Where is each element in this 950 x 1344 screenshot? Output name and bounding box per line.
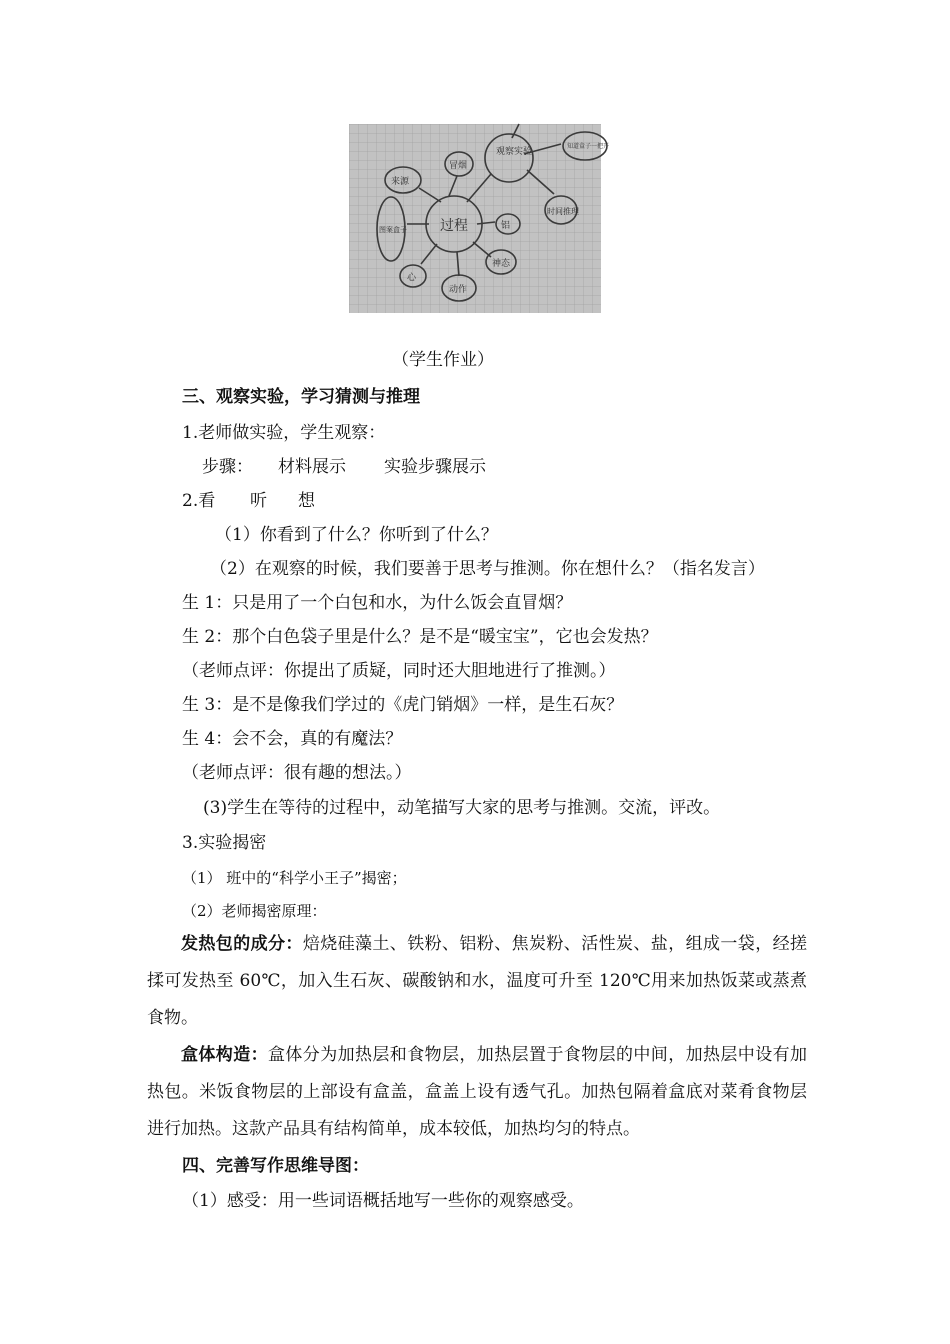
photo-label-n3: 图案盒子	[379, 226, 407, 234]
section-3-heading: 三、观察实验，学习猜测与推理	[182, 387, 420, 407]
section-4-heading: 四、完善写作思维导图：	[182, 1156, 369, 1176]
question-1: （1）你看到了什么？你听到了什么？	[215, 525, 498, 545]
heat-pack-label: 发热包的成分：	[181, 934, 303, 954]
heat-pack-text: 焙烧硅藻土、铁粉、铝粉、焦炭粉、活性炭、盐，组成一袋，经搓揉可发热至 60℃，加入生石灰、碳酸钠和水，温度可升至 120℃用来加热饭菜或蒸煮食物。	[147, 934, 808, 1028]
item-2-think: 想	[298, 491, 315, 511]
mind-map-sketch	[349, 124, 610, 313]
student-1: 生 1：只是用了一个白包和水，为什么饭会直冒烟？	[182, 593, 573, 613]
box-structure-text: 盒体分为加热层和食物层，加热层置于食物层的中间，加热层中设有加热包。米饭食物层的上部设有盒盖，盒盖上设有透气孔。加热包隔着盒底对菜肴食物层进行加热。这款产品具有结构简单，成本较低，加热均匀的特点。	[147, 1045, 807, 1139]
box-structure-paragraph	[147, 1037, 807, 1148]
item-2-listen: 听	[250, 491, 267, 511]
question-3: (3)学生在等待的过程中，动笔描写大家的思考与推测。交流，评改。	[203, 798, 721, 818]
teacher-comment-2: （老师点评：很有趣的想法。）	[182, 763, 412, 783]
photo-label-center: 过程	[440, 218, 468, 234]
item-2-look: 2.看	[182, 491, 216, 511]
box-structure-label: 盒体构造：	[181, 1045, 268, 1065]
student-4: 生 4：会不会，真的有魔法？	[182, 729, 403, 749]
photo-label-n5: 神态	[492, 259, 511, 269]
photo-label-n4: 动作	[449, 285, 468, 295]
reveal-1: （1） 班中的“科学小王子”揭密；	[182, 869, 407, 887]
steps-materials: 材料展示	[278, 457, 346, 477]
photo-label-observe: 观察实验	[496, 147, 533, 157]
photo-label-n6: 铝	[501, 221, 511, 231]
item-1: 1.老师做实验，学生观察：	[182, 423, 386, 443]
photo-label-n8: 知道盒子一把开	[567, 143, 610, 150]
photo-label-n9: 心	[407, 273, 417, 283]
steps-procedure: 实验步骤展示	[384, 457, 486, 477]
photo-label-n7: 时间推理	[547, 207, 579, 216]
item-3: 3.实验揭密	[182, 833, 267, 853]
section-4-question-1: （1）感受：用一些词语概括地写一些你的观察感受。	[182, 1191, 584, 1211]
heat-pack-paragraph	[147, 926, 807, 1037]
steps-label: 步骤：	[202, 457, 253, 477]
reveal-2: （2）老师揭密原理：	[182, 902, 327, 920]
student-work-photo	[349, 124, 610, 313]
teacher-comment-1: （老师点评：你提出了质疑，同时还大胆地进行了推测。）	[182, 661, 616, 681]
question-2: （2）在观察的时候，我们要善于思考与推测。你在想什么？（指名发言）	[210, 559, 765, 579]
student-2: 生 2：那个白色袋子里是什么？是不是“暖宝宝”，它也会发热？	[182, 627, 658, 647]
photo-label-n1: 来源	[391, 177, 410, 187]
photo-label-n2: 冒烟	[449, 161, 468, 171]
photo-caption: （学生作业）	[392, 350, 494, 370]
student-3: 生 3：是不是像我们学过的《虎门销烟》一样，是生石灰？	[182, 695, 624, 715]
